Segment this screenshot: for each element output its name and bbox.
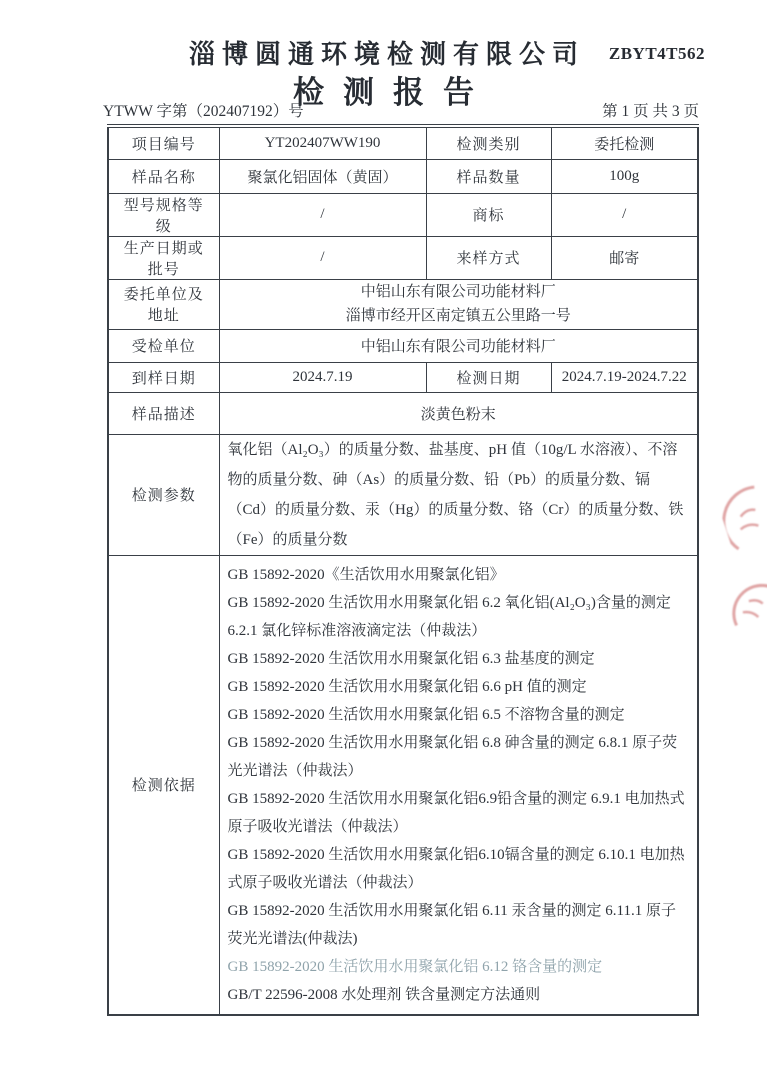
field-value: 聚氯化铝固体（黄固）	[219, 159, 426, 193]
basis-cell	[219, 555, 698, 1015]
field-label: 委托单位及地址	[108, 279, 219, 329]
table-row	[108, 126, 698, 159]
table-row-client	[108, 279, 698, 329]
client-name: 中铝山东有限公司功能材料厂	[360, 284, 556, 300]
basis-item: GB 15892-2020 生活饮用水用聚氯化铝6.9铅含量的测定 6.9.1 电加热式原子吸收光谱法（仲裁法）	[227, 790, 685, 835]
doc-number: YTWW 字第（202407192）号	[103, 103, 304, 120]
field-value: 100g	[551, 159, 698, 193]
red-stamp-fragment-icon	[714, 470, 767, 571]
field-value: /	[219, 193, 426, 236]
company-name: 淄博圆通环境检测有限公司	[188, 40, 585, 69]
field-label: 到样日期	[108, 362, 219, 392]
field-value: 2024.7.19-2024.7.22	[551, 362, 698, 392]
field-label: 型号规格等级	[108, 193, 219, 236]
basis-item: GB 15892-2020 生活饮用水用聚氯化铝 6.2 氧化铝(Al₂O₃)含量的测定 6.2.1 氯化锌标准溶液滴定法（仲裁法）	[227, 594, 671, 639]
field-label: 检测参数	[108, 434, 219, 555]
basis-item: GB 15892-2020 生活饮用水用聚氯化铝 6.6 pH 值的测定	[227, 678, 587, 695]
field-label: 检测依据	[108, 555, 219, 1015]
field-label: 样品描述	[108, 392, 219, 434]
field-label: 来样方式	[426, 236, 551, 279]
inspected-unit-value: 中铝山东有限公司功能材料厂	[219, 329, 698, 362]
field-value: 邮寄	[551, 236, 698, 279]
table-row-inspected	[108, 329, 698, 362]
field-label: 检测日期	[426, 362, 551, 392]
basis-item: GB 15892-2020 生活饮用水用聚氯化铝6.10镉含量的测定 6.10.1 电加热式原子吸收光谱法（仲裁法）	[227, 846, 685, 891]
basis-item: GB 15892-2020《生活饮用水用聚氯化铝》	[227, 566, 505, 583]
sample-desc-value: 淡黄色粉末	[219, 392, 698, 434]
red-stamp-fragment-icon	[725, 573, 767, 654]
table-row	[108, 159, 698, 193]
basis-item: GB 15892-2020 生活饮用水用聚氯化铝 6.3 盐基度的测定	[227, 650, 595, 667]
field-label: 检测类别	[426, 126, 551, 159]
field-label: 样品名称	[108, 159, 219, 193]
report-title: 检测报告	[293, 75, 493, 110]
client-address-cell	[219, 279, 698, 329]
basis-item: GB 15892-2020 生活饮用水用聚氯化铝 6.11 汞含量的测定 6.11.1 原子荧光光谱法(仲裁法)	[227, 902, 676, 947]
field-value: 2024.7.19	[219, 362, 426, 392]
field-label: 样品数量	[426, 159, 551, 193]
parameters-text: 氧化铝（Al₂O₃）的质量分数、盐基度、pH 值（10g/L 水溶液）、不溶物的质量分数、砷（As）的质量分数、铅（Pb）的质量分数、镉（Cd）的质量分数、汞（Hg）的质量分数、铬（Cr）的质量分数、铁（Fe）的质量分数	[227, 441, 684, 548]
table-row-basis	[108, 555, 698, 1015]
table-row	[108, 236, 698, 279]
field-value: /	[551, 193, 698, 236]
page-info: 第 1 页 共 3 页	[602, 103, 699, 120]
meta-line	[103, 99, 699, 121]
field-label: 项目编号	[108, 126, 219, 159]
parameters-cell	[219, 434, 698, 555]
basis-item: GB/T 22596-2008 水处理剂 铁含量测定方法通则	[227, 986, 541, 1003]
basis-item: GB 15892-2020 生活饮用水用聚氯化铝 6.12 铬含量的测定	[227, 958, 603, 975]
basis-item: GB 15892-2020 生活饮用水用聚氯化铝 6.5 不溶物含量的测定	[227, 706, 625, 723]
table-row	[108, 193, 698, 236]
field-label: 生产日期或批号	[108, 236, 219, 279]
field-value: 委托检测	[551, 126, 698, 159]
table-row-dates	[108, 362, 698, 392]
field-label: 受检单位	[108, 329, 219, 362]
report-info-table	[107, 124, 699, 1016]
client-address: 淄博市经开区南定镇五公里路一号	[345, 308, 571, 324]
report-code: ZBYT4T562	[608, 44, 705, 63]
field-value: /	[219, 236, 426, 279]
basis-list	[228, 557, 690, 1013]
field-label: 商标	[426, 193, 551, 236]
table-row-parameters	[108, 434, 698, 555]
field-value: YT202407WW190	[219, 126, 426, 159]
basis-item: GB 15892-2020 生活饮用水用聚氯化铝 6.8 砷含量的测定 6.8.1 原子荧光光谱法（仲裁法）	[227, 734, 678, 779]
table-row-sample-desc	[108, 392, 698, 434]
